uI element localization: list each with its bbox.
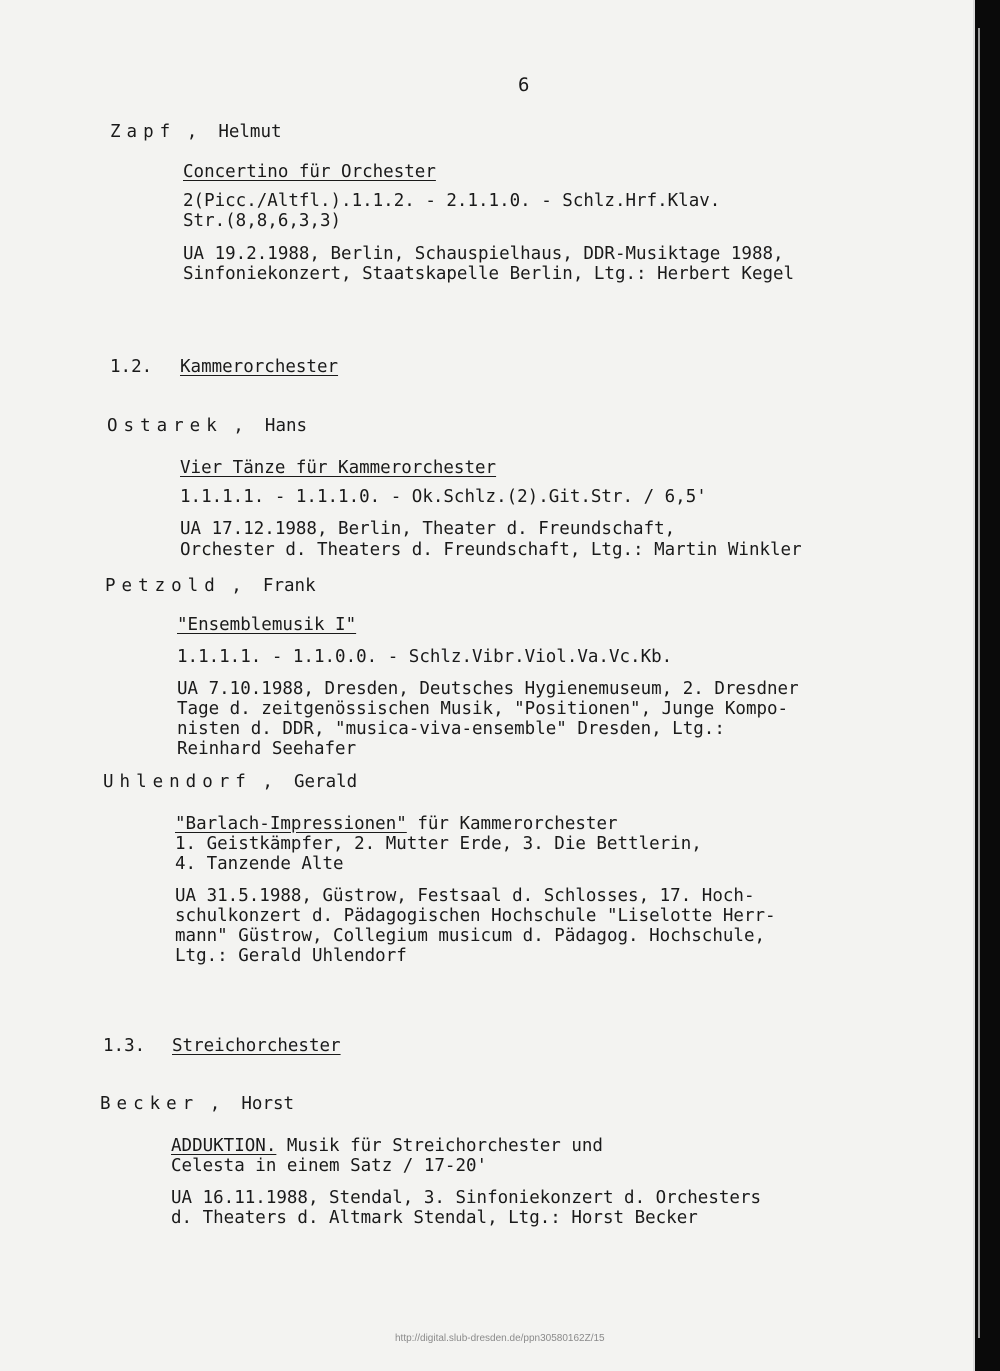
premiere-line: nisten d. DDR, "musica-viva-ensemble" Dresden, Ltg.: (177, 719, 725, 739)
section-title: Streichorchester (172, 1036, 341, 1056)
composer-surname: Zapf (110, 122, 177, 142)
work-title: "Ensemblemusik I" (177, 615, 357, 635)
composer-given-name: Horst (241, 1094, 295, 1114)
composer-given-name: Helmut (218, 122, 282, 142)
composer-surname: Petzold (105, 576, 221, 596)
composer-given-name: Gerald (293, 772, 358, 792)
premiere-line: Orchester d. Theaters d. Freundschaft, Ltg.: Martin Winkler (180, 540, 802, 560)
premiere-line: schulkonzert d. Pädagogischen Hochschule "Liselotte Herr- (175, 906, 776, 926)
composer-surname: Ostarek (107, 416, 223, 436)
work-title: "Barlach-Impressionen" (175, 814, 407, 834)
premiere-line: Reinhard Seehafer (177, 739, 357, 759)
section-number: 1.3. (103, 1036, 146, 1056)
premiere-line: UA 17.12.1988, Berlin, Theater d. Freundschaft, (180, 519, 676, 539)
premiere-line: UA 16.11.1988, Stendal, 3. Sinfoniekonzert d. Orchesters (171, 1188, 762, 1208)
page-edge-line (978, 28, 980, 1338)
composer-heading: Zapf , Helmut (110, 122, 282, 142)
composer-heading: Ostarek , Hans (107, 416, 308, 436)
premiere-line: Ltg.: Gerald Uhlendorf (175, 946, 407, 966)
movements-line: 4. Tanzende Alte (175, 854, 344, 874)
work-title-suffix: Musik für Streichorchester und (276, 1136, 603, 1156)
composer-given-name: Hans (264, 416, 308, 436)
composer-surname: Becker (100, 1094, 200, 1114)
premiere-line: UA 19.2.1988, Berlin, Schauspielhaus, DDR-Musiktage 1988, (183, 244, 784, 264)
section-title: Kammerorchester (180, 357, 339, 377)
page-number: 6 (518, 74, 530, 96)
composer-surname: Uhlendorf (103, 772, 252, 792)
composer-heading: Petzold , Frank (105, 576, 316, 596)
premiere-line: Sinfoniekonzert, Staatskapelle Berlin, Ltg.: Herbert Kegel (183, 264, 795, 284)
work-title-continuation: Celesta in einem Satz / 17-20' (171, 1156, 488, 1176)
composer-heading: Becker , Horst (100, 1094, 295, 1114)
section-number: 1.2. (110, 357, 153, 377)
instrumentation-line: Str.(8,8,6,3,3) (183, 211, 342, 231)
premiere-line: Tage d. zeitgenössischen Musik, "Positionen", Junge Kompo- (177, 699, 789, 719)
movements-line: 1. Geistkämpfer, 2. Mutter Erde, 3. Die Bettlerin, (175, 834, 702, 854)
composer-given-name: Frank (262, 576, 316, 596)
premiere-line: d. Theaters d. Altmark Stendal, Ltg.: Horst Becker (171, 1208, 698, 1228)
source-url-watermark: http://digital.slub-dresden.de/ppn30580162Z/15 (395, 1333, 605, 1344)
composer-heading: Uhlendorf , Gerald (103, 772, 358, 792)
work-title: Vier Tänze für Kammerorchester (180, 458, 497, 478)
instrumentation-line: 1.1.1.1. - 1.1.1.0. - Ok.Schlz.(2).Git.Str. / 6,5' (180, 487, 707, 507)
work-title-line (175, 813, 618, 835)
premiere-line: UA 7.10.1988, Dresden, Deutsches Hygienemuseum, 2. Dresdner (177, 679, 799, 699)
premiere-line: UA 31.5.1988, Güstrow, Festsaal d. Schlosses, 17. Hoch- (175, 886, 755, 906)
instrumentation-line: 2(Picc./Altfl.).1.1.2. - 2.1.1.0. - Schlz.Hrf.Klav. (183, 191, 721, 211)
work-title: ADDUKTION. (171, 1136, 277, 1156)
work-title-line (171, 1135, 603, 1157)
premiere-line: mann" Güstrow, Collegium musicum d. Pädagog. Hochschule, (175, 926, 766, 946)
work-title-suffix: für Kammerorchester (406, 814, 618, 834)
instrumentation-line: 1.1.1.1. - 1.1.0.0. - Schlz.Vibr.Viol.Va.Vc.Kb. (177, 647, 673, 667)
work-title: Concertino für Orchester (183, 162, 436, 182)
